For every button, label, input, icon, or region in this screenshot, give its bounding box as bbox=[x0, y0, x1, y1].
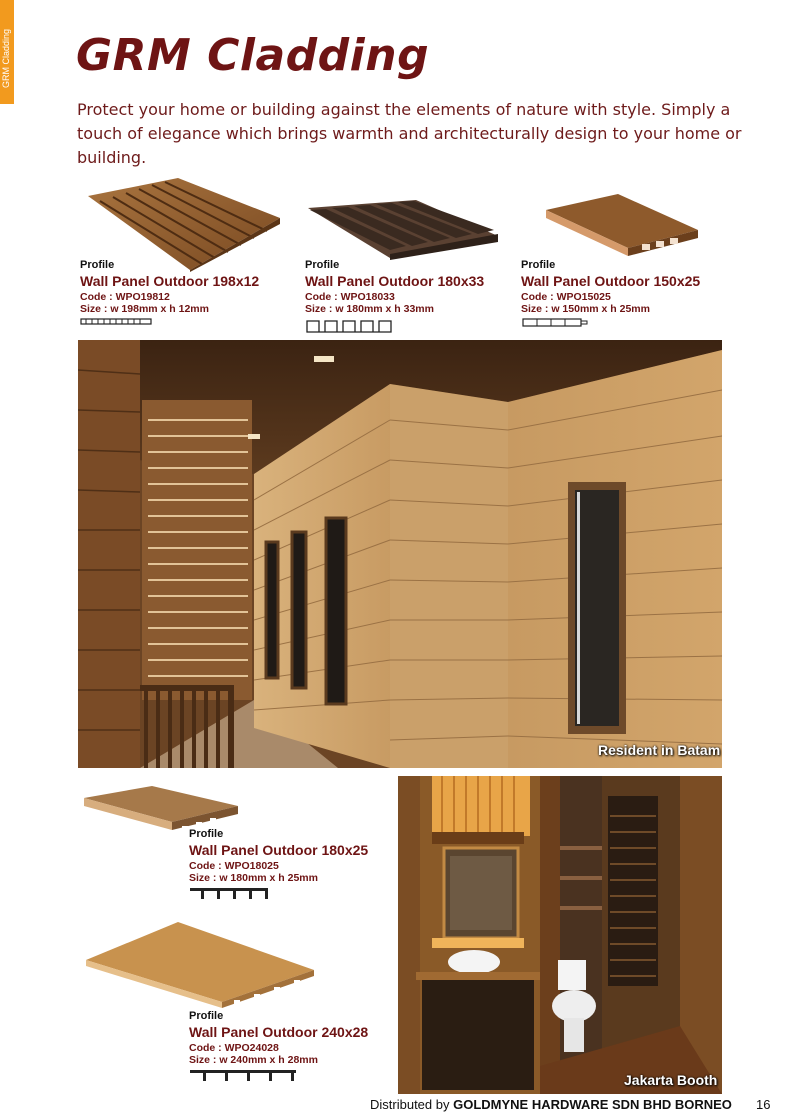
product-info-wpo18033 bbox=[305, 259, 484, 334]
product-profile-label: Profile bbox=[189, 1010, 224, 1022]
product-code: Code : WPO15025 bbox=[521, 291, 611, 303]
profile-cross-section-icon bbox=[80, 318, 152, 326]
product-code: Code : WPO18033 bbox=[305, 291, 395, 303]
profile-cross-section-icon bbox=[189, 887, 273, 901]
profile-cross-section-icon bbox=[305, 318, 395, 334]
product-profile-label: Profile bbox=[80, 259, 115, 271]
product-image-wpo19812 bbox=[86, 176, 282, 272]
product-size: Size : w 198mm x h 12mm bbox=[80, 303, 209, 315]
product-name: Wall Panel Outdoor 240x28 bbox=[189, 1024, 369, 1040]
footer-prefix: Distributed by bbox=[370, 1097, 450, 1112]
footer-company: GOLDMYNE HARDWARE SDN BHD BORNEO bbox=[453, 1097, 732, 1112]
product-code: Code : WPO24028 bbox=[189, 1042, 279, 1054]
photo-resident-batam bbox=[78, 340, 722, 768]
product-size: Size : w 180mm x h 33mm bbox=[305, 303, 434, 315]
product-info-wpo24028 bbox=[189, 1010, 368, 1083]
wood-clad-interior-image bbox=[78, 340, 722, 768]
section-side-tab bbox=[0, 0, 14, 104]
product-size: Size : w 240mm x h 28mm bbox=[189, 1054, 318, 1066]
caption-batam: Resident in Batam bbox=[598, 742, 721, 758]
profile-cross-section-icon bbox=[189, 1069, 301, 1083]
side-tab-label: GRM Cladding bbox=[1, 28, 11, 88]
product-size: Size : w 150mm x h 25mm bbox=[521, 303, 650, 315]
product-profile-label: Profile bbox=[521, 259, 556, 271]
product-info-wpo15025 bbox=[521, 259, 700, 328]
intro-paragraph: Protect your home or building against the elements of nature with style. Simply a touch of elegance which brings warmth and architecturally design to your home or building. bbox=[77, 100, 742, 167]
product-image-wpo24028 bbox=[82, 920, 318, 1008]
product-image-wpo18033 bbox=[306, 198, 500, 262]
product-name: Wall Panel Outdoor 198x12 bbox=[80, 273, 260, 289]
product-profile-label: Profile bbox=[305, 259, 340, 271]
photo-jakarta-booth bbox=[398, 776, 722, 1094]
page-title: GRM Cladding bbox=[76, 30, 430, 81]
page-number: 16 bbox=[756, 1097, 771, 1112]
product-profile-label: Profile bbox=[189, 828, 224, 840]
product-size: Size : w 180mm x h 25mm bbox=[189, 872, 318, 884]
product-image-wpo15025 bbox=[542, 192, 702, 260]
product-code: Code : WPO18025 bbox=[189, 860, 279, 872]
product-name: Wall Panel Outdoor 150x25 bbox=[521, 273, 701, 289]
bathroom-interior-image bbox=[398, 776, 722, 1094]
product-name: Wall Panel Outdoor 180x25 bbox=[189, 842, 369, 858]
footer-distributor bbox=[370, 1097, 732, 1112]
profile-cross-section-icon bbox=[521, 318, 591, 328]
product-code: Code : WPO19812 bbox=[80, 291, 170, 303]
product-info-wpo19812 bbox=[80, 259, 259, 326]
product-info-wpo18025 bbox=[189, 828, 368, 901]
product-name: Wall Panel Outdoor 180x33 bbox=[305, 273, 485, 289]
caption-jakarta: Jakarta Booth bbox=[624, 1072, 718, 1088]
